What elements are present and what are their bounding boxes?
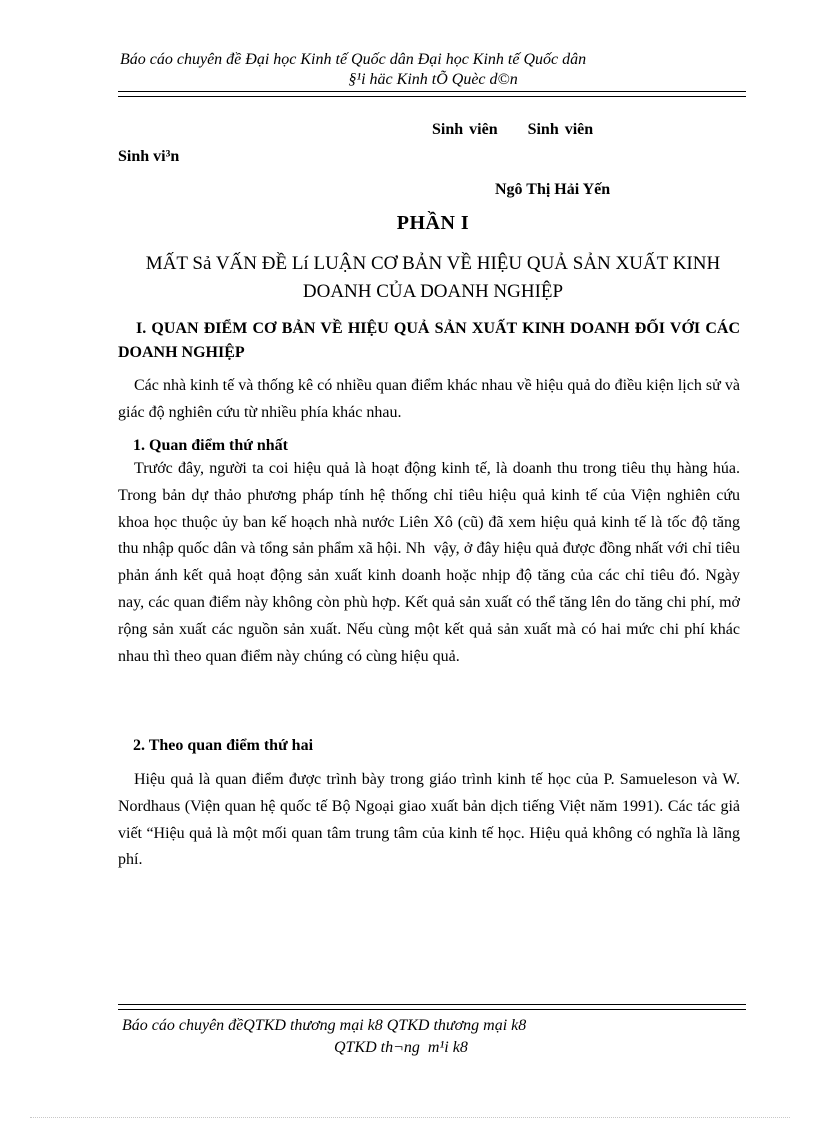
page-header [118,50,748,90]
paragraph-intro: Các nhà kinh tế và thống kê có nhiều quan điểm khác nhau về hiệu quả do điều kiện lịch sử và giác độ nghiên cứu từ nhiều phía khác nhau. [118,377,740,421]
section-1-title: I. QUAN ĐIỂM CƠ BẢN VỀ HIỆU QUẢ SẢN XUẤT KINH DOANH ĐỐI VỚI CÁC DOANH NGHIỆP [118,320,740,361]
subheading-1: 1. Quan điểm thứ nhất [133,437,288,454]
paragraph-view-1: Trước đây, người ta coi hiệu quả là hoạt động kinh tế, là doanh thu trong tiêu thụ hàng húa. Trong bản dự thảo phương pháp tính hệ thống chỉ tiêu hiệu quả kinh tế của Viện nghiên cứu khoa học thuộc ủy ban kế hoạch nhà nước Liên Xô (cũ) đã xem hiệu quả kinh tế là tốc độ tăng thu nhập quốc dân và tổng sản phẩm xã hội. Nh vậy, ở đây hiệu quả được đồng nhất với chỉ tiêu phản ánh kết quả hoạt động sản xuất kinh doanh hoặc nhịp độ tăng của các chỉ tiêu đó. Ngày nay, các quan điểm này không còn phù hợp. Kết quả sản xuất có thể tăng lên do tăng chi phí, mở rộng sản xuất các nguồn sản xuất. Nếu cùng một kết quả sản xuất mà có hai mức chi phí khác nhau thì theo quan điểm này chúng có cùng hiệu quả. [118,460,744,665]
part-title: PHẦN I [396,212,470,234]
footer-line-1: Báo cáo chuyên đềQTKD thương mại k8 QTKD thương mại k8 [122,1017,527,1034]
header-line-1: Báo cáo chuyên đề Đại học Kinh tế Quốc dân Đại học Kinh tế Quốc dân [120,51,587,68]
student-label-line-2: Sinh vi³n [118,148,180,165]
header-divider [118,91,746,97]
header-line-2: §¹i häc Kinh tÕ Quèc d©n [348,71,518,88]
footer-divider [118,1004,746,1010]
paragraph-view-2: Hiệu quả là quan điểm được trình bày trong giáo trình kinh tế học của P. Samueleson và W. Nordhaus (Viện quan hệ quốc tế Bộ Ngoại giao xuất bản dịch tiếng Việt năm 1991). Các tác giả viết “Hiệu quả là một mối quan tâm trung tâm của kinh tế học. Hiệu quả không có nghĩa là lãng phí. [118,771,740,869]
page-bottom-border [30,1117,790,1118]
subheading-2: 2. Theo quan điểm thứ hai [133,737,314,754]
footer-line-2: QTKD th¬ng m¹i k8 [334,1039,468,1056]
page-footer [118,1015,748,1059]
chapter-title: MẤT Sả VẤN ĐỀ Lí LUẬN CƠ BẢN VỀ HIỆU QUẢ SẢN XUẤT KINH DOANH CỦA DOANH NGHIỆP [145,253,721,302]
student-label-line-1: Sinh viên Sinh viên [432,121,594,138]
author-name: Ngô Thị Hải Yến [495,181,611,198]
